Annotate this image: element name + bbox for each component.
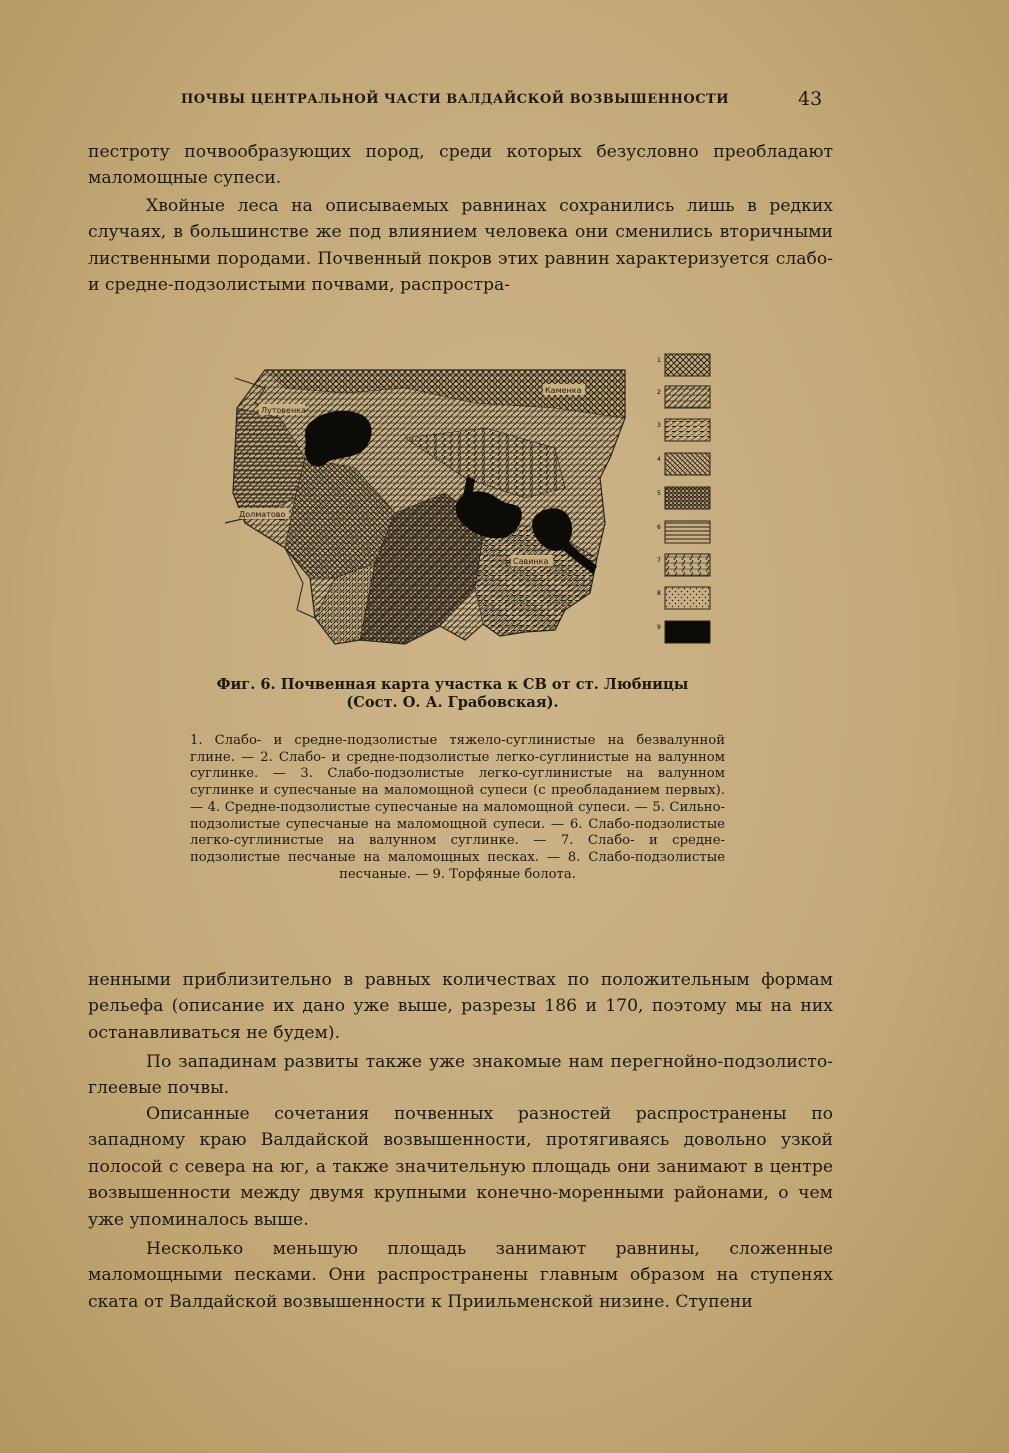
legend-number-7: 7 (657, 557, 661, 564)
page-number: 43 (798, 88, 823, 110)
legend-swatch-2 (665, 386, 710, 408)
running-title: ПОЧВЫ ЦЕНТРАЛЬНОЙ ЧАСТИ ВАЛДАЙСКОЙ ВОЗВЫШЕННОСТИ (180, 92, 729, 107)
legend-swatch-3 (665, 419, 710, 441)
legend-swatch-6 (665, 521, 710, 543)
map-legend (657, 354, 710, 643)
paragraph-4: По западинам развиты также уже знакомые нам перегнойно-подзолисто-глеевые почвы. (88, 1052, 833, 1099)
paragraph-2: Хвойные леса на описываемых равнинах сохранились лишь в редких случаях, в большинстве же под влиянием человека они сменились вторичными лиственными породами. Почвенный покров этих равнин характеризуется слабо- и средне-подзолистыми почвами, распростра- (88, 196, 833, 296)
legend-number-2: 2 (657, 389, 661, 396)
map-label-lutovenka: Лутовенка (261, 406, 306, 415)
legend-number-8: 8 (657, 590, 661, 597)
map-label-savinka: Савинка (513, 557, 549, 566)
figure-legend-text: 1. Слабо- и средне-подзолистые тяжело-суглинистые на безвалунной глине. — 2. Слабо- и средне-подзолистые легко-суглинистые на валунном суглинке. — 3. Слабо-подзолистые легко-суглинистые на валунном суглинке и супесчаные на маломощной супеси (с преобладанием первых). — 4. Средне-подзолистые супесчаные на маломощной супеси. — 5. Сильно-подзолистые супесчаные на маломощной супеси. — 6. Слабо-подзолистые легко-суглинистые на валунном суглинке. — 7. Слабо- и средне-подзолистые песчаные на маломощных песках. — 8. Слабо-подзолистые песчаные. — 9. Торфяные болота. (190, 733, 725, 882)
legend-number-1: 1 (657, 357, 661, 364)
soil-map-figure (225, 348, 725, 648)
legend-swatch-9 (665, 621, 710, 643)
legend-number-9: 9 (657, 624, 661, 631)
paragraph-3: ненными приблизительно в равных количествах по положительным формам рельефа (описание их дано уже выше, разрезы 186 и 170, поэтому мы на них останавливаться не будем). (88, 970, 833, 1043)
legend-swatch-8 (665, 587, 710, 609)
legend-swatch-4 (665, 453, 710, 475)
map-label-kamenka: Каменка (545, 386, 582, 395)
caption-line-2: (Сост. О. А. Грабовская). (346, 694, 559, 711)
legend-swatch-1 (665, 354, 710, 376)
legend-number-5: 5 (657, 490, 661, 497)
figure-caption (180, 676, 725, 712)
soil-map (225, 348, 725, 648)
legend-swatch-5 (665, 487, 710, 509)
legend-number-3: 3 (657, 422, 661, 429)
legend-swatch-7 (665, 554, 710, 576)
caption-line-1: Фиг. 6. Почвенная карта участка к СВ от ст. Любницы (216, 676, 689, 693)
paragraph-5: Описанные сочетания почвенных разностей распространены по западному краю Валдайской возвышенности, протягиваясь довольно узкой полосой с севера на юг, а также значительную площадь они занимают в центре возвышенности между двумя крупными конечно-моренными районами, о чем уже упоминалось выше. (88, 1104, 833, 1230)
paragraph-1: пестроту почвообразующих пород, среди которых безусловно преобладают маломощные супеси. (88, 142, 833, 189)
legend-number-6: 6 (657, 524, 661, 531)
legend-number-4: 4 (657, 456, 661, 463)
paragraph-6: Несколько меньшую площадь занимают равнины, сложенные маломощными песками. Они распространены главным образом на ступенях ската от Валдайской возвышенности к Приильменской низине. Ступени (88, 1239, 833, 1312)
map-label-dolmatovo: Долматово (239, 510, 286, 519)
map-area (225, 370, 625, 644)
